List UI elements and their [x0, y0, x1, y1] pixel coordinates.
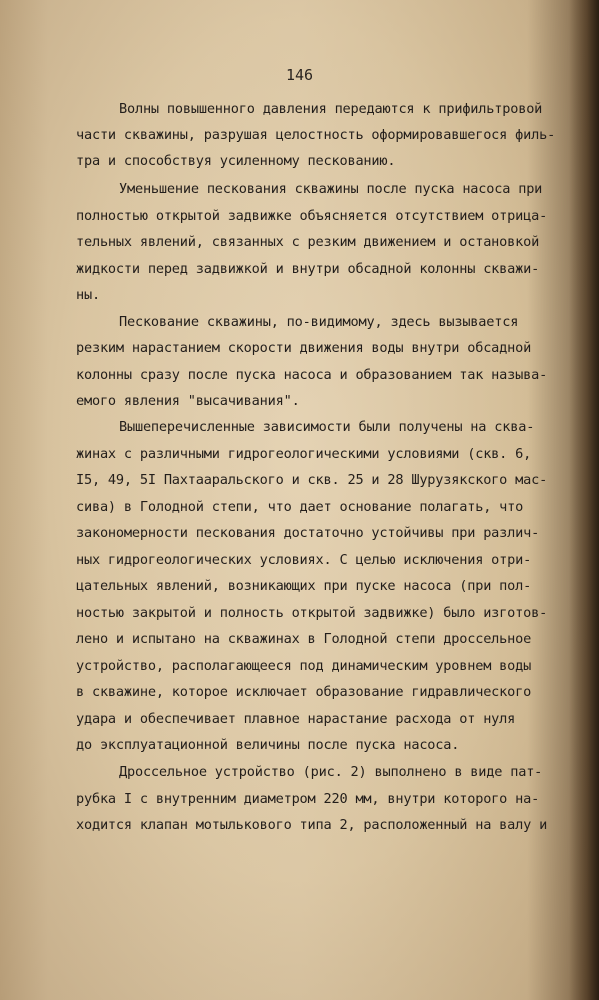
text-line: закономерности пескования достаточно устойчивы при различ-	[76, 525, 540, 541]
text-line: Пескование скважины, по-видимому, здесь вызывается	[119, 314, 519, 330]
text-line: Волны повышенного давления передаются к прифильтровой	[119, 101, 543, 117]
text-line: ны.	[76, 287, 100, 303]
text-line: колонны сразу после пуска насоса и образованием так называ-	[76, 367, 548, 383]
text-line: устройство, располагающееся под динамическим уровнем воды	[76, 658, 532, 674]
text-line: жинах с различными гидрогеологическими условиями (скв. 6,	[76, 446, 532, 462]
text-line: Дроссельное устройство (рис. 2) выполнено в виде пат-	[119, 764, 543, 780]
book-spine-shadow	[569, 0, 599, 1000]
text-line: до эксплуатационной величины после пуска насоса.	[76, 737, 460, 753]
text-line: емого явления "высачивания".	[76, 393, 300, 409]
text-line: сива) в Голодной степи, что дает основание полагать, что	[76, 499, 524, 515]
text-line: удара и обеспечивает плавное нарастание расхода от нуля	[76, 711, 516, 727]
text-line: жидкости перед задвижкой и внутри обсадной колонны скважи-	[76, 261, 540, 277]
text-line: тельных явлений, связанных с резким движением и остановкой	[76, 234, 540, 250]
text-line: Уменьшение пескования скважины после пуска насоса при	[119, 181, 543, 197]
text-line: тра и способствуя усиленному пескованию.	[76, 153, 396, 169]
text-line: лено и испытано на скважинах в Голодной степи дроссельное	[76, 631, 532, 647]
page-number: 146	[285, 66, 314, 84]
text-line: I5, 49, 5I Пахтааральского и скв. 25 и 28 Шурузякского мас-	[76, 472, 548, 488]
text-line: в скважине, которое исключает образование гидравлического	[76, 684, 532, 700]
text-line: ных гидрогеологических условиях. С целью исключения отри-	[76, 552, 532, 568]
text-line: рубка I с внутренним диаметром 220 мм, внутри которого на-	[76, 791, 540, 807]
text-line: части скважины, разрушая целостность оформировавшегося филь-	[76, 127, 556, 143]
text-line: ностью закрытой и полность открытой задвижке) было изготов-	[76, 605, 548, 621]
text-line: цательных явлений, возникающих при пуске насоса (при пол-	[76, 578, 532, 594]
text-line: Вышеперечисленные зависимости были получены на сква-	[119, 419, 535, 435]
text-line: полностью открытой задвижке объясняется отсутствием отрица-	[76, 208, 548, 224]
text-line: резким нарастанием скорости движения воды внутри обсадной	[76, 340, 532, 356]
text-line: ходится клапан мотылькового типа 2, расположенный на валу и	[76, 817, 548, 833]
